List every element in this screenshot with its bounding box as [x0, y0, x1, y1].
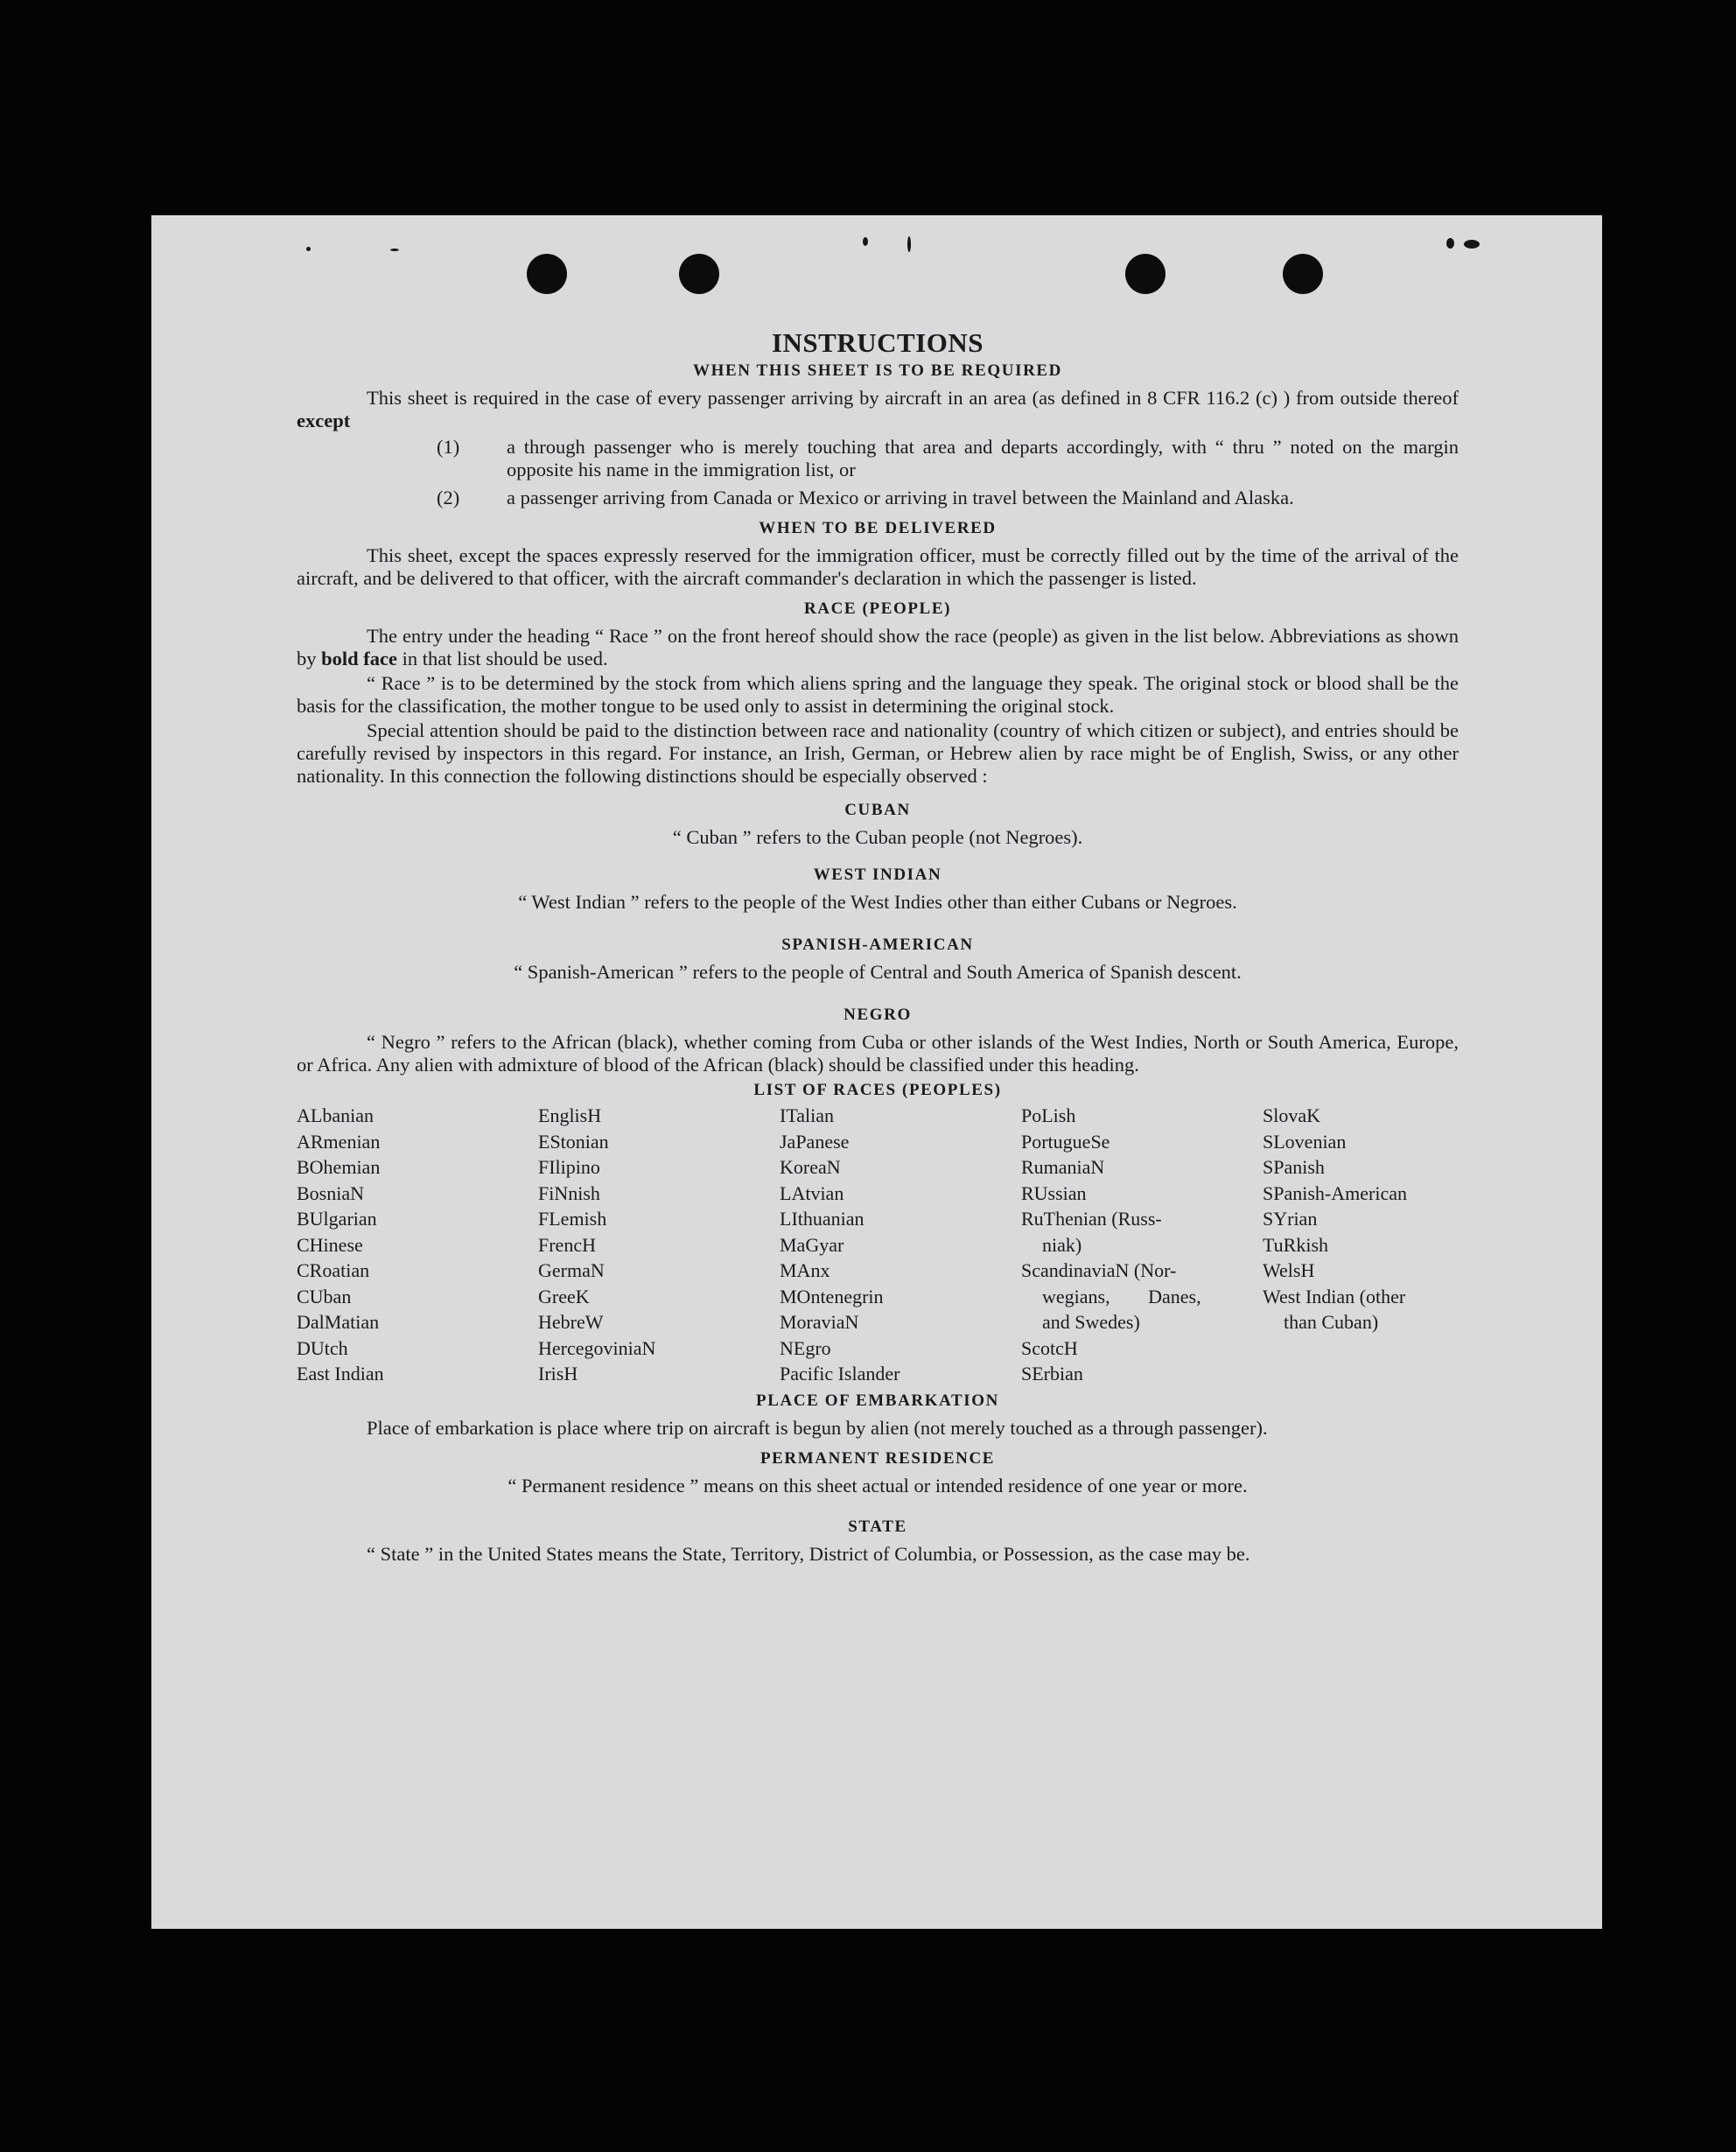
race-paragraph-1: The entry under the heading “ Race ” on the front hereof should show the race (people) as given in the list below. Abbreviations as shown by bold face in that list should be used. [297, 625, 1459, 669]
section-heading-required: WHEN THIS SHEET IS TO BE REQUIRED [692, 361, 1063, 380]
speck [1446, 238, 1454, 249]
punch-hole [527, 254, 567, 294]
race-entry: RumaniaN [1021, 1156, 1105, 1178]
section-heading-west-indian: WEST INDIAN [813, 866, 942, 884]
race-entry: DUtch [297, 1336, 348, 1359]
race-entry: SYrian [1263, 1208, 1318, 1230]
race-entry: FrencH [538, 1233, 596, 1256]
west-indian-text: “ West Indian ” refers to the people of the West Indies other than either Cubans or Negroes. [518, 891, 1237, 913]
race-entry: CUban [297, 1285, 352, 1307]
race-entry: EnglisH [538, 1104, 602, 1126]
race-entry: GreeK [538, 1285, 590, 1307]
section-heading-negro: NEGRO [844, 1006, 912, 1024]
races-table [297, 1103, 1459, 1387]
races-column [1021, 1103, 1263, 1387]
race-entry: HercegoviniaN [538, 1336, 656, 1359]
race-entry: FLemish [538, 1208, 607, 1230]
race-entry: RUssian [1021, 1181, 1087, 1204]
race-entry: SlovaK [1263, 1104, 1320, 1126]
race-entry: LAtvian [780, 1181, 844, 1204]
punch-hole [1125, 254, 1166, 294]
race-paragraph-2: “ Race ” is to be determined by the stock from which aliens spring and the language they speak. The original stock or blood shall be the basis for the classification, the mother tongue to be used only to assist in determining the original stock. [297, 672, 1459, 717]
race-entry: MAnx [780, 1259, 830, 1281]
races-column [297, 1103, 538, 1387]
punch-hole [1283, 254, 1323, 294]
race-entry-continuation: wegians, Danes, [1042, 1285, 1201, 1307]
race-entry: ALbanian [297, 1104, 374, 1126]
race-entry: LIthuanian [780, 1208, 864, 1230]
races-column [1263, 1103, 1459, 1387]
section-heading-cuban: CUBAN [844, 801, 911, 819]
speck [863, 237, 868, 246]
delivered-text: This sheet, except the spaces expressly reserved for the immigration officer, must be correctly filled out by the time of the arrival of the aircraft, and be delivered to that officer, with the aircraft commander's declaration in which the passenger is listed. [297, 544, 1459, 589]
races-column [538, 1103, 780, 1387]
race-entry: JaPanese [780, 1130, 850, 1153]
race-entry: West Indian (other [1263, 1285, 1406, 1307]
spanish-american-text: “ Spanish-American ” refers to the people of Central and South America of Spanish descent. [514, 961, 1242, 983]
document-sheet [151, 215, 1602, 1929]
race-entry: ScandinaviaN (Nor- [1021, 1259, 1177, 1281]
race-entry: RuThenian (Russ- [1021, 1208, 1162, 1230]
section-heading-spanish-american: SPANISH-AMERICAN [781, 936, 974, 954]
race-entry-continuation: and Swedes) [1042, 1311, 1140, 1333]
race-entry: DalMatian [297, 1311, 380, 1333]
race-entry: SPanish-American [1263, 1181, 1407, 1204]
exception-item-2: (2) a passenger arriving from Canada or Mexico or arriving in travel between the Mainland and Alaska. [437, 487, 1294, 508]
race-entry: MaGyar [780, 1233, 844, 1256]
race-entry: TuRkish [1263, 1233, 1329, 1256]
race-entry: SErbian [1021, 1363, 1083, 1384]
section-heading-race: RACE (PEOPLE) [803, 599, 952, 618]
section-heading-residence: PERMANENT RESIDENCE [760, 1448, 996, 1468]
race-entry: SPanish [1263, 1156, 1325, 1178]
race-entry: SLovenian [1263, 1130, 1347, 1153]
exception-item-1: (1) a through passenger who is merely touching that area and departs accordingly, with “ thru ” noted on the margin opposite his name in the immigration list, or [437, 436, 1459, 480]
cuban-text: “ Cuban ” refers to the Cuban people (not Negroes). [672, 826, 1083, 848]
race-entry: KoreaN [780, 1156, 841, 1178]
race-entry-continuation: niak) [1042, 1233, 1082, 1256]
race-entry: MoraviaN [780, 1311, 859, 1333]
race-entry: EStonian [538, 1130, 609, 1153]
negro-text: “ Negro ” refers to the African (black), whether coming from Cuba or other islands of the West Indies, North or South America, Europe, or Africa. Any alien with admixture of blood of the African (black) should be classified under this heading. [297, 1031, 1459, 1076]
race-entry: HebreW [538, 1311, 604, 1333]
race-entry: FIlipino [538, 1156, 600, 1178]
race-entry: BUlgarian [297, 1208, 377, 1230]
race-entry: PortugueSe [1021, 1130, 1110, 1153]
section-heading-state: STATE [848, 1517, 907, 1536]
race-entry: CHinese [297, 1233, 363, 1256]
race-entry: ITalian [780, 1104, 834, 1126]
section-heading-embarkation: PLACE OF EMBARKATION [756, 1391, 999, 1410]
race-entry: PoLish [1021, 1104, 1076, 1126]
race-entry: CRoatian [297, 1259, 370, 1281]
race-entry: GermaN [538, 1259, 605, 1281]
race-entry: BOhemian [297, 1156, 381, 1178]
speck [907, 236, 911, 252]
race-entry-continuation: than Cuban) [1284, 1311, 1379, 1333]
race-entry: ARmenian [297, 1130, 381, 1153]
races-column [780, 1103, 1021, 1387]
race-entry: WelsH [1263, 1259, 1315, 1281]
page-title: INSTRUCTIONS [771, 327, 984, 358]
speck [1464, 240, 1480, 249]
race-entry: FiNnish [538, 1181, 600, 1204]
list-of-races-heading: LIST OF RACES (PEOPLES) [753, 1081, 1002, 1099]
required-intro: This sheet is required in the case of every passenger arriving by aircraft in an area (as defined in 8 CFR 116.2 (c) ) from outside thereof except [297, 387, 1459, 431]
speck [306, 247, 311, 251]
race-entry: Pacific Islander [780, 1363, 900, 1384]
race-entry: NEgro [780, 1336, 831, 1359]
race-entry: IrisH [538, 1363, 578, 1384]
punch-hole [679, 254, 719, 294]
race-paragraph-3: Special attention should be paid to the distinction between race and nationality (country of which citizen or subject), and entries should be carefully revised by inspectors in this regard. For instance, an Irish, German, or Hebrew alien by race might be of English, Swiss, or any other nationality. In this connection the following distinctions should be especially observed : [297, 719, 1459, 787]
race-entry: ScotcH [1021, 1336, 1078, 1359]
speck [390, 249, 399, 251]
instructions-content [297, 327, 1459, 1567]
race-entry: East Indian [297, 1363, 384, 1384]
embarkation-text: Place of embarkation is place where trip on aircraft is begun by alien (not merely touched as a through passenger). [367, 1416, 1268, 1439]
section-heading-delivered: WHEN TO BE DELIVERED [759, 519, 997, 537]
race-entry: BosniaN [297, 1181, 364, 1204]
race-entry: MOntenegrin [780, 1285, 884, 1307]
residence-text: “ Permanent residence ” means on this sheet actual or intended residence of one year or more. [508, 1474, 1248, 1497]
state-text: “ State ” in the United States means the State, Territory, District of Columbia, or Possession, as the case may be. [367, 1542, 1250, 1565]
